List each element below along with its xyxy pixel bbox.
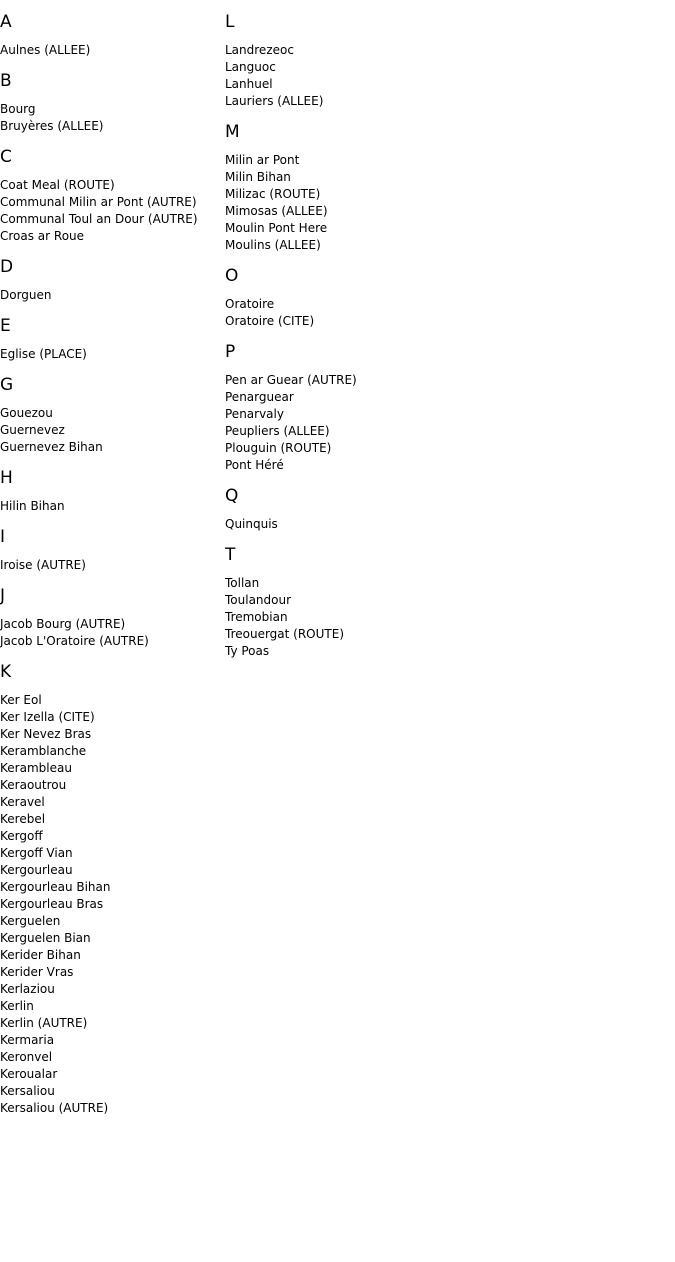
street-item-lanhuel: Lanhuel: [225, 77, 273, 91]
street-list: [0, 287, 225, 304]
street-list: [225, 372, 525, 474]
letter-section-b: [0, 71, 225, 135]
letter-section-d: [0, 257, 225, 304]
street-item-ker-nevez-bras: Ker Nevez Bras: [0, 727, 92, 741]
street-item-milin-bihan: Milin Bihan: [225, 170, 291, 184]
street-item-kergoff-vian: Kergoff Vian: [0, 846, 73, 860]
letter-section-q: [225, 486, 525, 533]
street-item-keronvel: Keronvel: [0, 1050, 53, 1064]
street-item-kerider-bihan: Kerider Bihan: [0, 948, 81, 962]
street-item-kerambleau: Kerambleau: [0, 761, 72, 775]
street-list: [0, 498, 225, 515]
letter-heading: M: [225, 122, 240, 142]
street-item-kerebel: Kerebel: [0, 812, 46, 826]
street-item-keroualar: Keroualar: [0, 1067, 58, 1081]
street-item-languoc: Languoc: [225, 60, 276, 74]
letter-section-e: [0, 316, 225, 363]
street-item-kersaliou: Kersaliou: [0, 1084, 55, 1098]
letter-heading: E: [0, 316, 11, 336]
street-item-oratoire: Oratoire: [225, 297, 275, 311]
letter-heading: A: [0, 12, 12, 32]
street-item-dorguen: Dorguen: [0, 288, 52, 302]
street-item-communal-milin-ar-pont-autre: Communal Milin ar Pont (AUTRE): [0, 195, 197, 209]
street-item-keramblanche: Keramblanche: [0, 744, 87, 758]
street-item-peupliers-allee: Peupliers (ALLEE): [225, 424, 330, 438]
street-item-mimosas-allee: Mimosas (ALLEE): [225, 204, 328, 218]
letter-section-m: [225, 122, 525, 254]
street-item-guernevez-bihan: Guernevez Bihan: [0, 440, 103, 454]
letter-section-p: [225, 342, 525, 474]
letter-heading: O: [225, 266, 239, 286]
letter-heading: B: [0, 71, 12, 91]
street-index-right-column: [225, 0, 525, 672]
street-item-toulandour: Toulandour: [225, 593, 292, 607]
street-item-ty-poas: Ty Poas: [225, 644, 270, 658]
letter-section-o: [225, 266, 525, 330]
street-list: [0, 557, 225, 574]
street-item-croas-ar-roue: Croas ar Roue: [0, 229, 85, 243]
street-item-coat-meal-route: Coat Meal (ROUTE): [0, 178, 115, 192]
street-item-keraoutrou: Keraoutrou: [0, 778, 67, 792]
street-item-quinquis: Quinquis: [225, 517, 278, 531]
letter-heading: C: [0, 147, 12, 167]
letter-section-l: [225, 12, 525, 110]
letter-section-i: [0, 527, 225, 574]
street-list: [0, 346, 225, 363]
street-list: [0, 101, 225, 135]
street-item-kergourleau: Kergourleau: [0, 863, 73, 877]
letter-heading: G: [0, 375, 14, 395]
street-item-kerider-vras: Kerider Vras: [0, 965, 74, 979]
street-item-kerlin-autre: Kerlin (AUTRE): [0, 1016, 88, 1030]
street-list: [225, 516, 525, 533]
street-item-bourg: Bourg: [0, 102, 36, 116]
street-item-ker-izella-cite: Ker Izella (CITE): [0, 710, 95, 724]
letter-section-h: [0, 468, 225, 515]
letter-heading: Q: [225, 486, 239, 506]
street-item-hilin-bihan: Hilin Bihan: [0, 499, 65, 513]
street-item-bruyeres-allee: Bruyères (ALLEE): [0, 119, 104, 133]
letter-heading: P: [225, 342, 236, 362]
letter-heading: T: [225, 545, 236, 565]
street-item-kerlaziou: Kerlaziou: [0, 982, 55, 996]
street-item-kerguelen: Kerguelen: [0, 914, 61, 928]
street-item-tremobian: Tremobian: [225, 610, 288, 624]
street-list: [0, 177, 225, 245]
street-list: [225, 152, 525, 254]
street-list: [0, 405, 225, 456]
street-item-landrezeoc: Landrezeoc: [225, 43, 294, 57]
street-item-penarvaly: Penarvaly: [225, 407, 284, 421]
street-item-penarguear: Penarguear: [225, 390, 294, 404]
street-item-communal-toul-an-dour-autre: Communal Toul an Dour (AUTRE): [0, 212, 198, 226]
letter-heading: K: [0, 662, 12, 682]
letter-heading: D: [0, 257, 14, 277]
street-list: [225, 296, 525, 330]
street-item-pen-ar-guear-autre: Pen ar Guear (AUTRE): [225, 373, 357, 387]
street-item-kerguelen-bian: Kerguelen Bian: [0, 931, 91, 945]
street-item-iroise-autre: Iroise (AUTRE): [0, 558, 86, 572]
street-item-kergoff: Kergoff: [0, 829, 43, 843]
street-item-jacob-bourg-autre: Jacob Bourg (AUTRE): [0, 617, 126, 631]
letter-section-g: [0, 375, 225, 456]
street-item-gouezou: Gouezou: [0, 406, 53, 420]
street-item-pont-here: Pont Héré: [225, 458, 284, 472]
street-item-ker-eol: Ker Eol: [0, 693, 42, 707]
street-item-keravel: Keravel: [0, 795, 45, 809]
letter-section-t: [225, 545, 525, 660]
street-item-kergourleau-bras: Kergourleau Bras: [0, 897, 104, 911]
street-item-guernevez: Guernevez: [0, 423, 65, 437]
street-item-eglise-place: Eglise (PLACE): [0, 347, 87, 361]
letter-heading: H: [0, 468, 13, 488]
street-item-milin-ar-pont: Milin ar Pont: [225, 153, 300, 167]
letter-heading: I: [0, 527, 6, 547]
street-item-kergourleau-bihan: Kergourleau Bihan: [0, 880, 111, 894]
street-item-lauriers-allee: Lauriers (ALLEE): [225, 94, 324, 108]
street-list: [225, 42, 525, 110]
street-item-plouguin-route: Plouguin (ROUTE): [225, 441, 332, 455]
street-item-tollan: Tollan: [225, 576, 260, 590]
street-item-kermaria: Kermaria: [0, 1033, 55, 1047]
street-item-kerlin: Kerlin: [0, 999, 34, 1013]
street-list: [0, 692, 225, 1117]
letter-section-k: [0, 662, 225, 1117]
letter-heading: L: [225, 12, 235, 32]
letter-section-a: [0, 12, 225, 59]
street-item-treouergat-route: Treouergat (ROUTE): [225, 627, 345, 641]
letter-section-c: [0, 147, 225, 245]
street-item-aulnes-allee: Aulnes (ALLEE): [0, 43, 91, 57]
street-item-moulins-allee: Moulins (ALLEE): [225, 238, 321, 252]
street-list: [0, 42, 225, 59]
street-list: [0, 616, 225, 650]
street-item-jacob-l-oratoire-autre: Jacob L'Oratoire (AUTRE): [0, 634, 149, 648]
street-index-left-column: [0, 0, 225, 1129]
street-item-oratoire-cite: Oratoire (CITE): [225, 314, 315, 328]
street-item-moulin-pont-here: Moulin Pont Here: [225, 221, 328, 235]
letter-section-j: [0, 586, 225, 650]
street-item-kersaliou-autre: Kersaliou (AUTRE): [0, 1101, 109, 1115]
street-item-milizac-route: Milizac (ROUTE): [225, 187, 321, 201]
letter-heading: J: [0, 586, 6, 606]
street-list: [225, 575, 525, 660]
